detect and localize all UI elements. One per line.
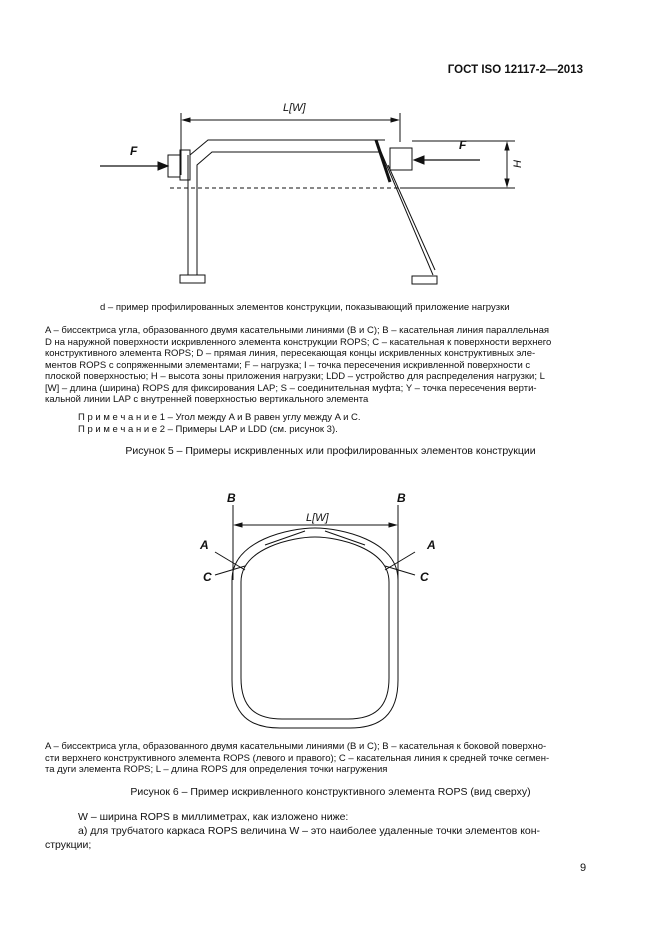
fig5-force-left: F: [130, 144, 138, 158]
fig5-force-right: F: [459, 138, 467, 152]
fig5-subcaption: d – пример профилированных элементов конструкции, показывающий приложение нагрузки: [100, 302, 510, 313]
body-paragraph-2-cont: струкции;: [45, 839, 92, 851]
fig5-dim-label: L[W]: [283, 102, 306, 114]
fig6-dim-label: L[W]: [306, 512, 329, 524]
page-number: 9: [580, 862, 587, 874]
fig6-b-left: B: [227, 491, 236, 505]
fig6-b-right: B: [397, 491, 406, 505]
fig6-c-left: C: [203, 570, 212, 584]
fig6-a-left: A: [200, 538, 209, 552]
standard-header: ГОСТ ISO 12117-2—2013: [447, 64, 583, 76]
fig6-a-right: A: [427, 538, 436, 552]
legend-line: D на наружной поверхности искривленного элемента конструкции ROPS; C – касательная к поверхности верхнего: [45, 336, 552, 348]
fig6-title: Рисунок 6 – Пример искривленного конструктивного элемента ROPS (вид сверху): [130, 786, 531, 798]
fig5-note-2: П р и м е ч а н и е 2 – Примеры LAP и LDD (см. рисунок 3).: [78, 424, 338, 435]
legend-line: та дуги элемента ROPS; L – длина ROPS для определения точки нагружения: [45, 764, 388, 775]
legend-line: сти верхнего конструктивного элемента ROPS (левого и правого); C – касательная линия к средней точке сегмен-: [45, 752, 550, 764]
legend-line: плоской поверхностью; H – высота зоны приложения нагрузки; LDD – устройство для распределения нагрузки; L: [45, 371, 545, 382]
legend-line: кальной линии LAP с внутренней поверхностью вертикального элемента: [45, 394, 369, 405]
fig5-height-label: H: [511, 160, 524, 168]
legend-line: A – биссектриса угла, образованного двумя касательными линиями (B и C); B – касательная к боковой поверхно-: [45, 741, 547, 752]
fig6-legend: [45, 741, 610, 776]
legend-line: [W] – длина (ширина) ROPS для фиксирования LAP; S – соединительная муфта; Y – точка пересечения верти-: [45, 382, 537, 394]
legend-line: ментов ROPS с сопряженными элементами; F – нагрузка; I – точка пересечения искривленной поверхности с: [45, 359, 531, 371]
fig5-note-1: П р и м е ч а н и е 1 – Угол между A и B равен углу между A и C.: [78, 412, 361, 423]
fig5-title: Рисунок 5 – Примеры искривленных или профилированных элементов конструкции: [125, 445, 536, 457]
body-paragraph-1: W – ширина ROPS в миллиметрах, как изложено ниже:: [78, 811, 349, 823]
legend-line: A – биссектриса угла, образованного двумя касательными линиями (B и C); B – касательная линия параллельная: [45, 325, 550, 336]
legend-line: конструктивного элемента ROPS; D – прямая линия, пересекающая концы искривленных конструктивных эле-: [45, 348, 536, 359]
body-paragraph-2: а) для трубчатого каркаса ROPS величина W – это наиболее удаленные точки элементов кон-: [78, 825, 541, 837]
fig6-c-right: C: [420, 570, 429, 584]
